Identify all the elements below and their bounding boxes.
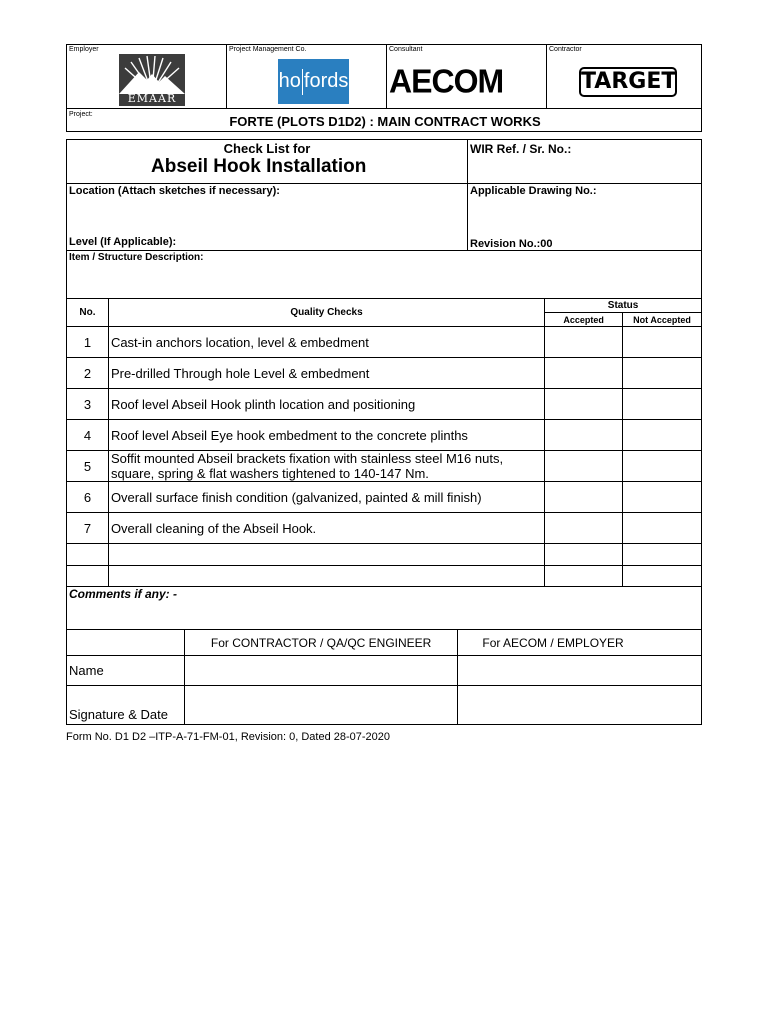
table-row: [67, 513, 702, 544]
table-row: [67, 358, 702, 389]
row-number: 5: [67, 451, 109, 482]
form-info-block: [66, 139, 702, 251]
page-title: Abseil Hook Installation: [151, 156, 367, 177]
aecom-logo: AECOM: [389, 62, 504, 100]
aecom-column-header: For AECOM / EMPLOYER: [458, 630, 702, 656]
header-logos: [66, 44, 702, 109]
target-logo-text: TARGET: [581, 69, 677, 94]
accepted-cell[interactable]: [545, 358, 623, 389]
comments-label: Comments if any: -: [69, 587, 178, 601]
aecom-name-field[interactable]: [458, 656, 702, 686]
signoff-table: [66, 629, 702, 725]
contractor-column-header: For CONTRACTOR / QA/QC ENGINEER: [184, 630, 458, 656]
not-accepted-cell[interactable]: [623, 358, 702, 389]
wir-ref-label: WIR Ref. / Sr. No.:: [470, 142, 572, 156]
revision-label: Revision No.:00: [470, 238, 553, 250]
row-check-text: Overall cleaning of the Abseil Hook.: [108, 513, 544, 544]
row-number: 2: [67, 358, 109, 389]
quality-checks-table: [66, 298, 702, 587]
signoff-blank-cell: [67, 630, 185, 656]
divider: [386, 45, 387, 108]
col-quality-header: Quality Checks: [108, 299, 544, 327]
row-check-text: Roof level Abseil Eye hook embedment to the concrete plinths: [108, 420, 544, 451]
accepted-cell[interactable]: [545, 566, 623, 587]
contractor-label: Contractor: [549, 46, 582, 53]
table-row: [67, 389, 702, 420]
table-row: [67, 482, 702, 513]
not-accepted-cell[interactable]: [623, 451, 702, 482]
hofords-logo-text-a: ho: [278, 70, 301, 92]
not-accepted-cell[interactable]: [623, 544, 702, 566]
drawing-no-label: Applicable Drawing No.:: [470, 185, 597, 197]
row-check-text: Overall surface finish condition (galvanized, painted & mill finish): [108, 482, 544, 513]
project-name: FORTE (PLOTS D1D2) : MAIN CONTRACT WORKS: [229, 114, 541, 129]
accepted-cell[interactable]: [545, 389, 623, 420]
emaar-sunburst-icon: [119, 54, 185, 94]
project-label: Project:: [69, 111, 93, 118]
target-logo: [579, 67, 677, 97]
table-row: [67, 451, 702, 482]
table-row: [67, 544, 702, 566]
col-accepted-header: Accepted: [545, 313, 623, 327]
row-number: 1: [67, 327, 109, 358]
col-no-header: No.: [67, 299, 109, 327]
row-number: 3: [67, 389, 109, 420]
accepted-cell[interactable]: [545, 327, 623, 358]
name-label: Name: [67, 656, 185, 686]
hofords-logo-text-b: fords: [303, 70, 349, 92]
contractor-name-field[interactable]: [184, 656, 458, 686]
accepted-cell[interactable]: [545, 420, 623, 451]
contractor-signature-field[interactable]: [184, 686, 458, 725]
comments-block[interactable]: [66, 586, 702, 630]
employer-label: Employer: [69, 46, 99, 53]
hofords-logo: [278, 59, 349, 104]
project-row: [66, 108, 702, 132]
not-accepted-cell[interactable]: [623, 420, 702, 451]
row-check-text: [108, 566, 544, 587]
accepted-cell[interactable]: [545, 482, 623, 513]
level-label: Level (If Applicable):: [69, 236, 177, 248]
emaar-logo: [119, 54, 185, 106]
row-check-text: Pre-drilled Through hole Level & embedment: [108, 358, 544, 389]
item-description-block: [66, 250, 702, 299]
signature-date-label: Signature & Date: [67, 686, 185, 725]
divider: [467, 140, 468, 251]
pmc-label: Project Management Co.: [229, 46, 307, 53]
divider: [67, 183, 701, 184]
row-check-text: Soffit mounted Abseil brackets fixation with stainless steel M16 nuts, square, spring & flat washers tightened to 140-147 Nm.: [108, 451, 544, 482]
row-check-text: Roof level Abseil Hook plinth location and positioning: [108, 389, 544, 420]
col-not-accepted-header: Not Accepted: [623, 313, 702, 327]
form-number-footer: Form No. D1 D2 –ITP-A-71-FM-01, Revision: 0, Dated 28-07-2020: [66, 731, 391, 743]
row-number: [67, 566, 109, 587]
row-number: [67, 544, 109, 566]
not-accepted-cell[interactable]: [623, 327, 702, 358]
row-number: 6: [67, 482, 109, 513]
consultant-label: Consultant: [389, 46, 423, 53]
table-row: [67, 566, 702, 587]
not-accepted-cell[interactable]: [623, 566, 702, 587]
col-status-header: Status: [545, 299, 702, 313]
location-label: Location (Attach sketches if necessary):: [69, 185, 280, 197]
divider: [226, 45, 227, 108]
not-accepted-cell[interactable]: [623, 389, 702, 420]
checklist-for-label: Check List for: [223, 141, 311, 156]
row-check-text: [108, 544, 544, 566]
divider: [546, 45, 547, 108]
aecom-signature-field[interactable]: [458, 686, 702, 725]
table-row: [67, 327, 702, 358]
row-number: 7: [67, 513, 109, 544]
item-description-label: Item / Structure Description:: [69, 252, 204, 263]
not-accepted-cell[interactable]: [623, 513, 702, 544]
accepted-cell[interactable]: [545, 544, 623, 566]
accepted-cell[interactable]: [545, 513, 623, 544]
emaar-logo-text: EMAAR: [127, 92, 177, 105]
table-row: [67, 420, 702, 451]
not-accepted-cell[interactable]: [623, 482, 702, 513]
accepted-cell[interactable]: [545, 451, 623, 482]
row-number: 4: [67, 420, 109, 451]
row-check-text: Cast-in anchors location, level & embedment: [108, 327, 544, 358]
